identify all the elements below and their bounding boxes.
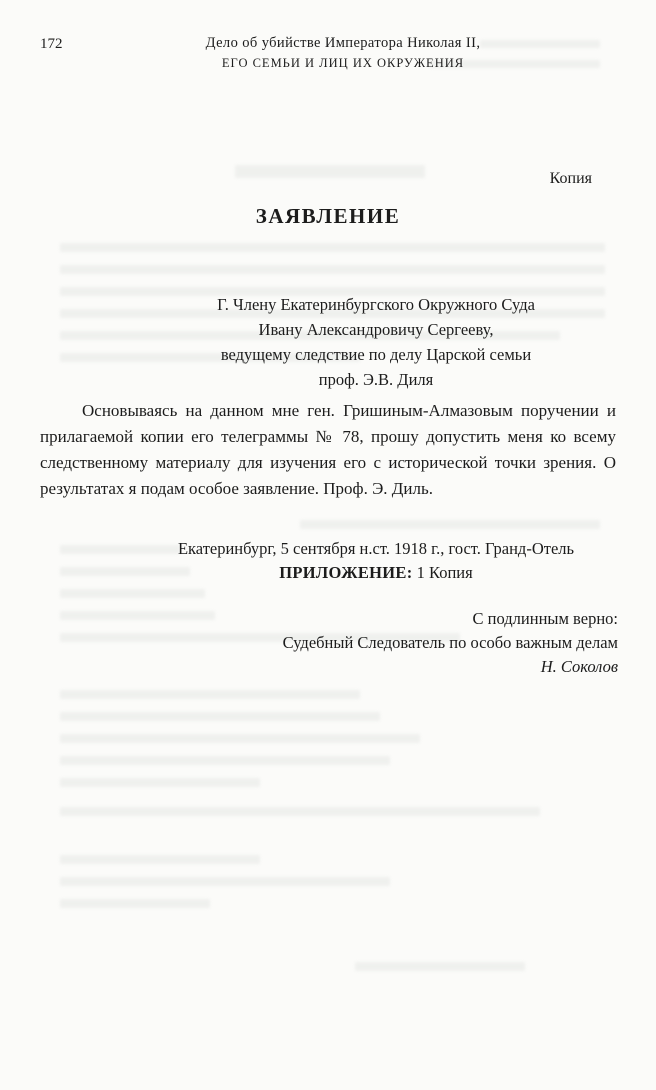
running-header-line2: ЕГО СЕМЬИ И ЛИЦ ИХ ОКРУЖЕНИЯ	[221, 56, 465, 70]
addressee-line: Ивану Александровичу Сергееву,	[258, 320, 494, 339]
running-header-line1: Дело об убийстве Императора Николая II,	[205, 35, 481, 51]
attachment-value: 1 Копия	[412, 563, 473, 582]
addressee-line: проф. Э.В. Диля	[318, 370, 434, 389]
attachment-label: ПРИЛОЖЕНИЕ:	[279, 563, 413, 582]
certification-line: Судебный Следователь по особо важным делам	[282, 633, 618, 652]
addressee-block	[132, 292, 620, 392]
dateline: Екатеринбург, 5 сентября н.ст. 1918 г., гост. Гранд-Отель	[177, 539, 575, 558]
certification-block	[40, 607, 618, 679]
running-header	[90, 33, 596, 73]
copy-label: Копия	[549, 170, 592, 187]
attachment-line	[132, 561, 620, 585]
addressee-line: Г. Члену Екатеринбургского Окружного Суда	[217, 295, 535, 314]
dateline-block	[132, 537, 620, 585]
statement-body: Основываясь на данном мне ген. Гришиным-Алмазовым поручении и прилагаемой копии его телеграммы № 78, прошу допустить меня ко всему следственному материалу для изучения его с исторической точки зрения. О результатах я подам особое заявление. Проф. Э. Диль.	[40, 401, 616, 498]
page-number: 172	[40, 36, 63, 52]
document-title: ЗАЯВЛЕНИЕ	[255, 204, 401, 228]
signature: Н. Соколов	[540, 657, 618, 676]
certification-line: С подлинным верно:	[472, 609, 618, 628]
addressee-line: ведущему следствие по делу Царской семьи	[220, 345, 532, 364]
